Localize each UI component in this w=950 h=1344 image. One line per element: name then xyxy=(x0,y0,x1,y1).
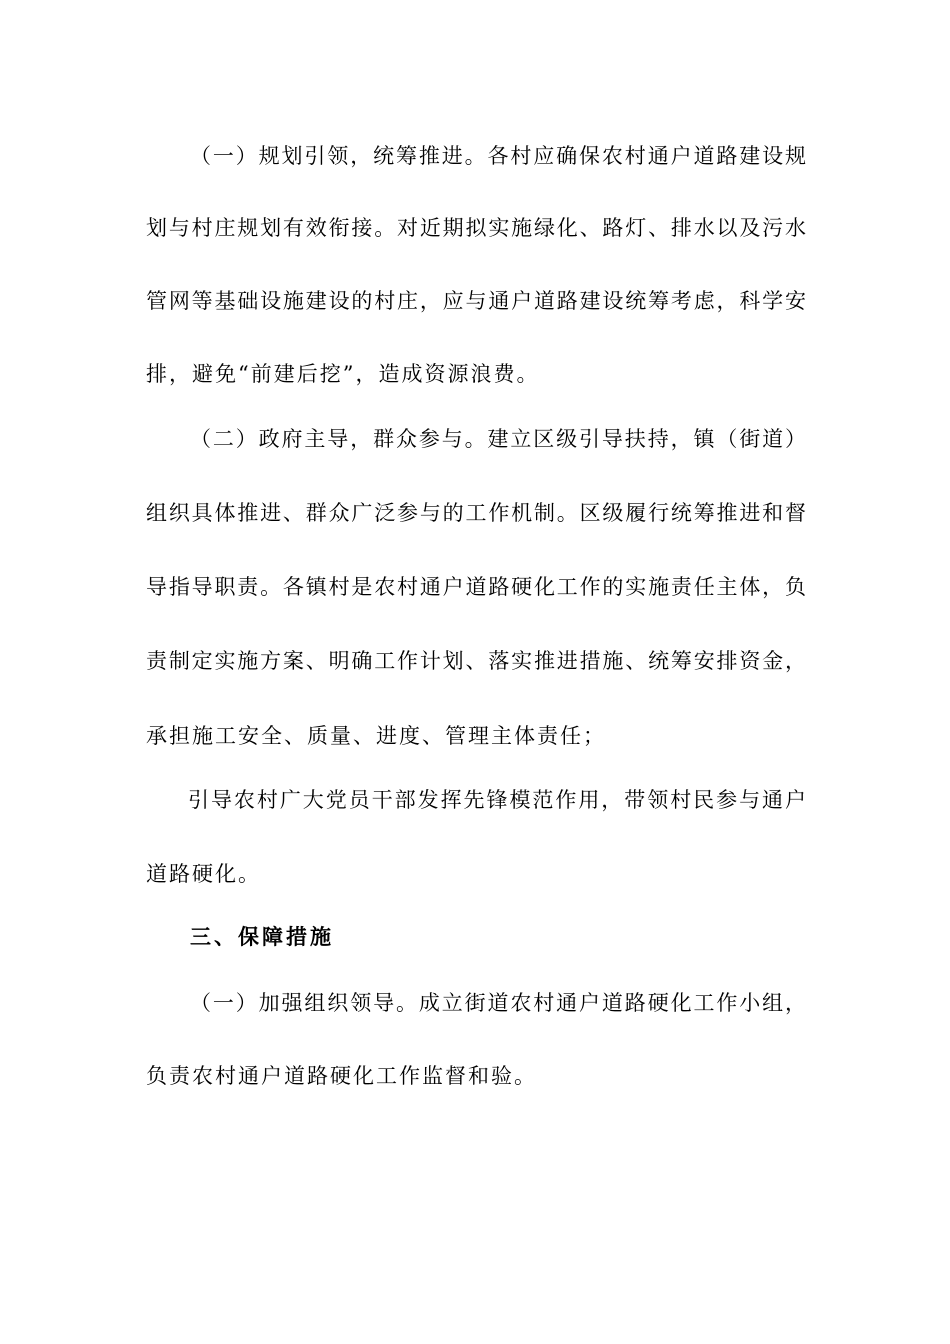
paragraph-1-line-4: 排，避免“前建后挖”，造成资源浪费。 xyxy=(146,362,540,386)
paragraph-1-line-2: 划与村庄规划有效衔接。对近期拟实施绿化、路灯、排水以及污水 xyxy=(146,216,806,240)
paragraph-2-line-1: （二）政府主导，群众参与。建立区级引导扶持，镇（街道） xyxy=(190,427,806,451)
paragraph-2-line-5: 承担施工安全、质量、进度、管理主体责任； xyxy=(146,724,606,748)
paragraph-4-line-2: 负责农村通户道路硬化工作监督和验。 xyxy=(146,1064,537,1088)
paragraph-3-line-2: 道路硬化。 xyxy=(146,862,261,886)
paragraph-3-line-1: 引导农村广大党员干部发挥先锋模范作用，带领村民参与通户 xyxy=(188,788,806,812)
paragraph-1-line-1: （一）规划引领，统筹推进。各村应确保农村通户道路建设规 xyxy=(190,144,806,168)
paragraph-2-line-3: 导指导职责。各镇村是农村通户道路硬化工作的实施责任主体，负 xyxy=(146,575,806,599)
section-heading: 三、保障措施 xyxy=(190,925,334,949)
paragraph-2-line-4: 责制定实施方案、明确工作计划、落实推进措施、统筹安排资金， xyxy=(146,649,806,673)
paragraph-1-line-3: 管网等基础设施建设的村庄，应与通户道路建设统筹考虑，科学安 xyxy=(146,289,806,313)
paragraph-4-line-1: （一）加强组织领导。成立街道农村通户道路硬化工作小组， xyxy=(190,991,806,1015)
paragraph-2-line-2: 组织具体推进、群众广泛参与的工作机制。区级履行统筹推进和督 xyxy=(146,501,806,525)
